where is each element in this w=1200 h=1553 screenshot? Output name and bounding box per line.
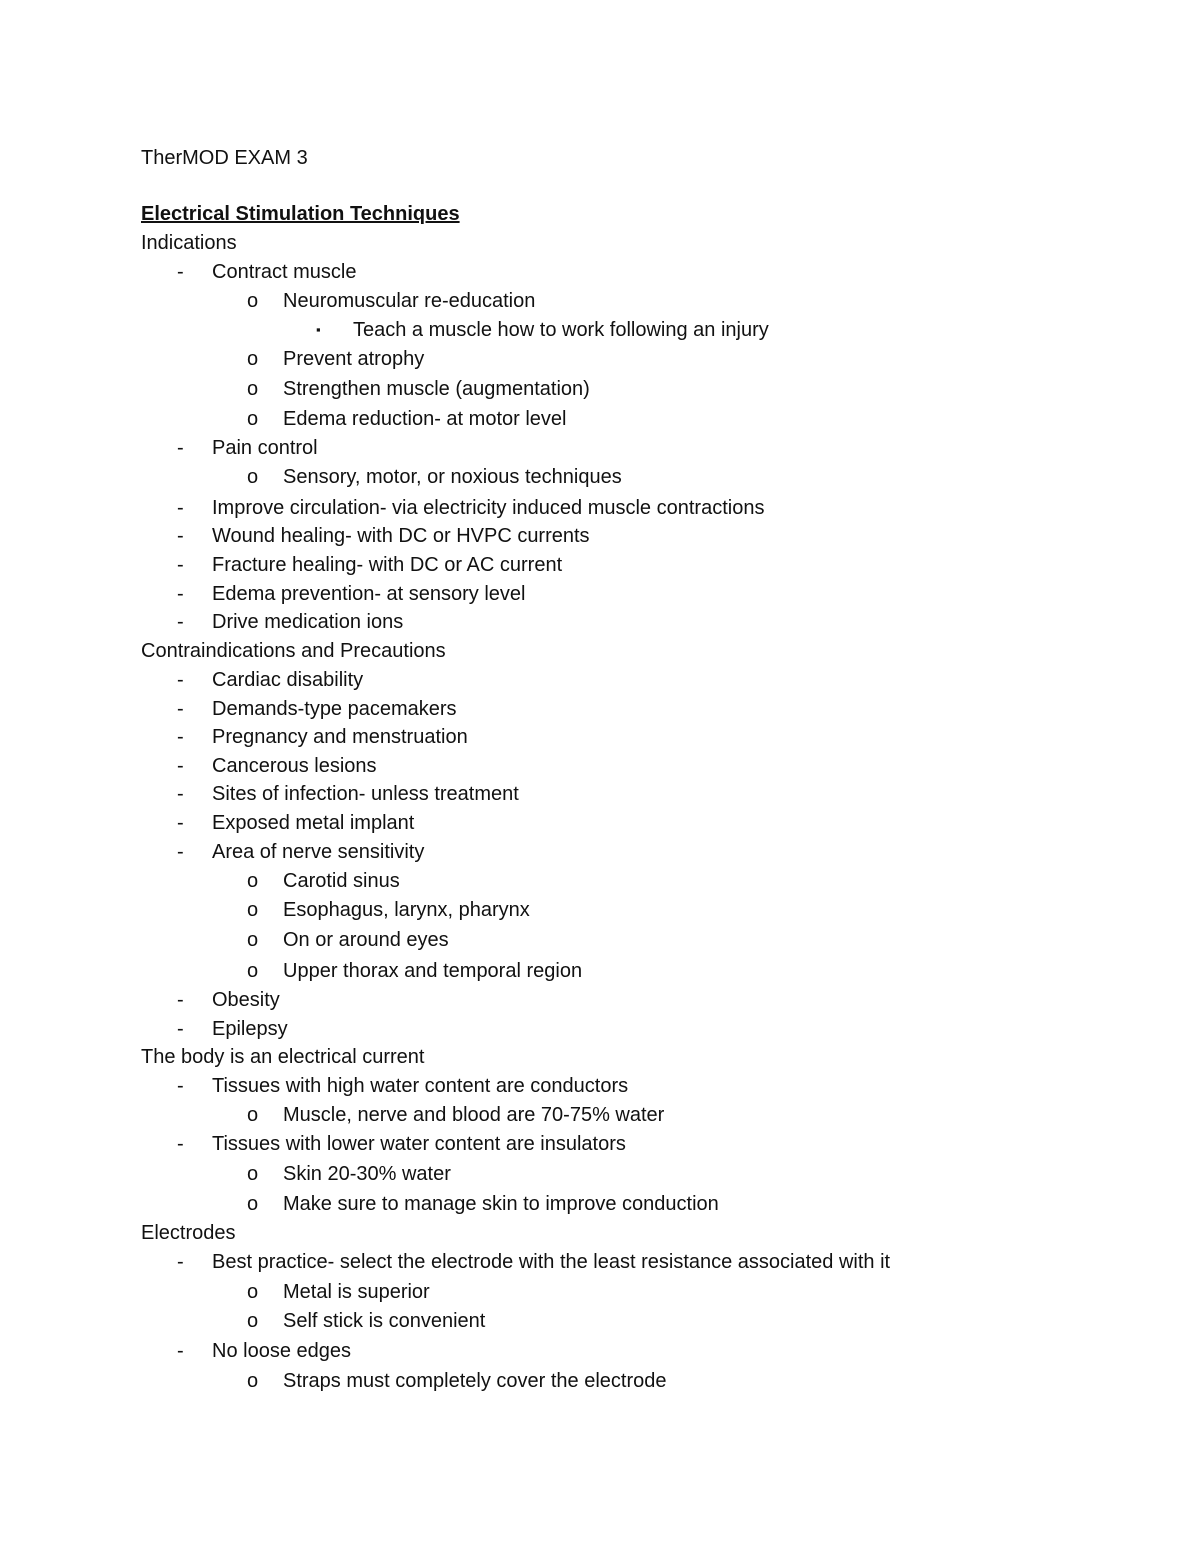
list-item-text: Obesity: [212, 989, 280, 1011]
dash-bullet: -: [177, 1340, 184, 1362]
list-item-text: Carotid sinus: [283, 870, 400, 892]
dash-bullet: -: [177, 554, 184, 576]
list-item-text: Esophagus, larynx, pharynx: [283, 899, 530, 921]
list-item: [0, 697, 1200, 721]
circle-bullet: o: [247, 290, 259, 312]
list-item: [0, 1162, 1200, 1186]
list-item-text: Wound healing- with DC or HVPC currents: [212, 525, 590, 547]
list-item: [0, 289, 1200, 313]
list-item-text: Straps must completely cover the electrode: [283, 1370, 667, 1392]
list-item-text: Muscle, nerve and blood are 70-75% water: [283, 1104, 665, 1126]
subheading-contraindications: Contraindications and Precautions: [141, 640, 446, 662]
dash-bullet: -: [177, 698, 184, 720]
circle-bullet: o: [247, 1163, 259, 1185]
list-item: [0, 318, 1200, 342]
list-item-text: Self stick is convenient: [283, 1310, 486, 1332]
list-item: [0, 869, 1200, 893]
list-item-text: Sensory, motor, or noxious techniques: [283, 466, 622, 488]
section-heading: Electrical Stimulation Techniques: [141, 203, 460, 225]
list-item: [0, 524, 1200, 548]
circle-bullet: o: [247, 466, 259, 488]
list-item: [0, 1280, 1200, 1304]
dash-bullet: -: [177, 261, 184, 283]
list-item-text: Make sure to manage skin to improve conduction: [283, 1193, 719, 1215]
list-item: [0, 898, 1200, 922]
list-item: [0, 465, 1200, 489]
circle-bullet: o: [247, 899, 259, 921]
list-item: [0, 928, 1200, 952]
subheading-electrodes: Electrodes: [141, 1222, 236, 1244]
list-item-text: On or around eyes: [283, 929, 449, 951]
document-title: TherMOD EXAM 3: [141, 147, 308, 169]
list-item-text: Area of nerve sensitivity: [212, 841, 425, 863]
dash-bullet: -: [177, 1251, 184, 1273]
list-item: [0, 1132, 1200, 1156]
list-item: [0, 840, 1200, 864]
list-item: [0, 436, 1200, 460]
list-item-text: Epilepsy: [212, 1018, 288, 1040]
circle-bullet: o: [247, 348, 259, 370]
list-item: [0, 553, 1200, 577]
list-item: [0, 260, 1200, 284]
list-item-text: Neuromuscular re-education: [283, 290, 536, 312]
list-item-text: Exposed metal implant: [212, 812, 415, 834]
circle-bullet: o: [247, 1310, 259, 1332]
list-item-text: Strengthen muscle (augmentation): [283, 378, 590, 400]
list-item-text: Tissues with high water content are conductors: [212, 1075, 629, 1097]
circle-bullet: o: [247, 408, 259, 430]
list-item-text: Metal is superior: [283, 1281, 430, 1303]
list-item: [0, 959, 1200, 983]
list-item-text: Edema reduction- at motor level: [283, 408, 567, 430]
subheading-body-current: The body is an electrical current: [141, 1046, 425, 1068]
list-item: [0, 1309, 1200, 1333]
circle-bullet: o: [247, 960, 259, 982]
circle-bullet: o: [247, 1193, 259, 1215]
list-item-text: Tissues with lower water content are insulators: [212, 1133, 626, 1155]
circle-bullet: o: [247, 870, 259, 892]
list-item: [0, 1250, 1200, 1274]
dash-bullet: -: [177, 989, 184, 1011]
list-item: [0, 1339, 1200, 1363]
list-item: [0, 782, 1200, 806]
dash-bullet: -: [177, 669, 184, 691]
list-item: [0, 668, 1200, 692]
list-item: [0, 347, 1200, 371]
list-item: [0, 1074, 1200, 1098]
list-item-text: Best practice- select the electrode with the least resistance associated with it: [212, 1251, 891, 1273]
circle-bullet: o: [247, 1281, 259, 1303]
list-item-text: Drive medication ions: [212, 611, 404, 633]
list-item: [0, 582, 1200, 606]
list-item-text: Contract muscle: [212, 261, 357, 283]
list-item: [0, 610, 1200, 634]
dash-bullet: -: [177, 841, 184, 863]
list-item-text: Improve circulation- via electricity induced muscle contractions: [212, 497, 765, 519]
list-item: [0, 1103, 1200, 1127]
dash-bullet: -: [177, 1075, 184, 1097]
subheading-indications: Indications: [141, 232, 237, 254]
dash-bullet: -: [177, 812, 184, 834]
list-item: [0, 1369, 1200, 1393]
circle-bullet: o: [247, 929, 259, 951]
dash-bullet: -: [177, 755, 184, 777]
list-item-text: Prevent atrophy: [283, 348, 425, 370]
list-item: [0, 754, 1200, 778]
circle-bullet: o: [247, 1104, 259, 1126]
list-item: [0, 811, 1200, 835]
dash-bullet: -: [177, 1018, 184, 1040]
dash-bullet: -: [177, 583, 184, 605]
list-item-text: Cardiac disability: [212, 669, 364, 691]
list-item-text: Pregnancy and menstruation: [212, 726, 468, 748]
list-item-text: Cancerous lesions: [212, 755, 377, 777]
list-item-text: Teach a muscle how to work following an injury: [353, 319, 769, 341]
list-item-text: Pain control: [212, 437, 318, 459]
circle-bullet: o: [247, 1370, 259, 1392]
dash-bullet: -: [177, 437, 184, 459]
list-item: [0, 988, 1200, 1012]
dash-bullet: -: [177, 525, 184, 547]
dash-bullet: -: [177, 783, 184, 805]
list-item-text: Skin 20-30% water: [283, 1163, 451, 1185]
list-item: [0, 1192, 1200, 1216]
circle-bullet: o: [247, 378, 259, 400]
list-item: [0, 1017, 1200, 1041]
list-item-text: Upper thorax and temporal region: [283, 960, 583, 982]
square-bullet: ▪: [316, 322, 321, 337]
list-item-text: Edema prevention- at sensory level: [212, 583, 526, 605]
list-item-text: No loose edges: [212, 1340, 351, 1362]
list-item: [0, 725, 1200, 749]
dash-bullet: -: [177, 611, 184, 633]
list-item: [0, 496, 1200, 520]
dash-bullet: -: [177, 1133, 184, 1155]
dash-bullet: -: [177, 497, 184, 519]
list-item-text: Sites of infection- unless treatment: [212, 783, 519, 805]
list-item-text: Demands-type pacemakers: [212, 698, 457, 720]
list-item-text: Fracture healing- with DC or AC current: [212, 554, 563, 576]
dash-bullet: -: [177, 726, 184, 748]
list-item: [0, 407, 1200, 431]
list-item: [0, 377, 1200, 401]
